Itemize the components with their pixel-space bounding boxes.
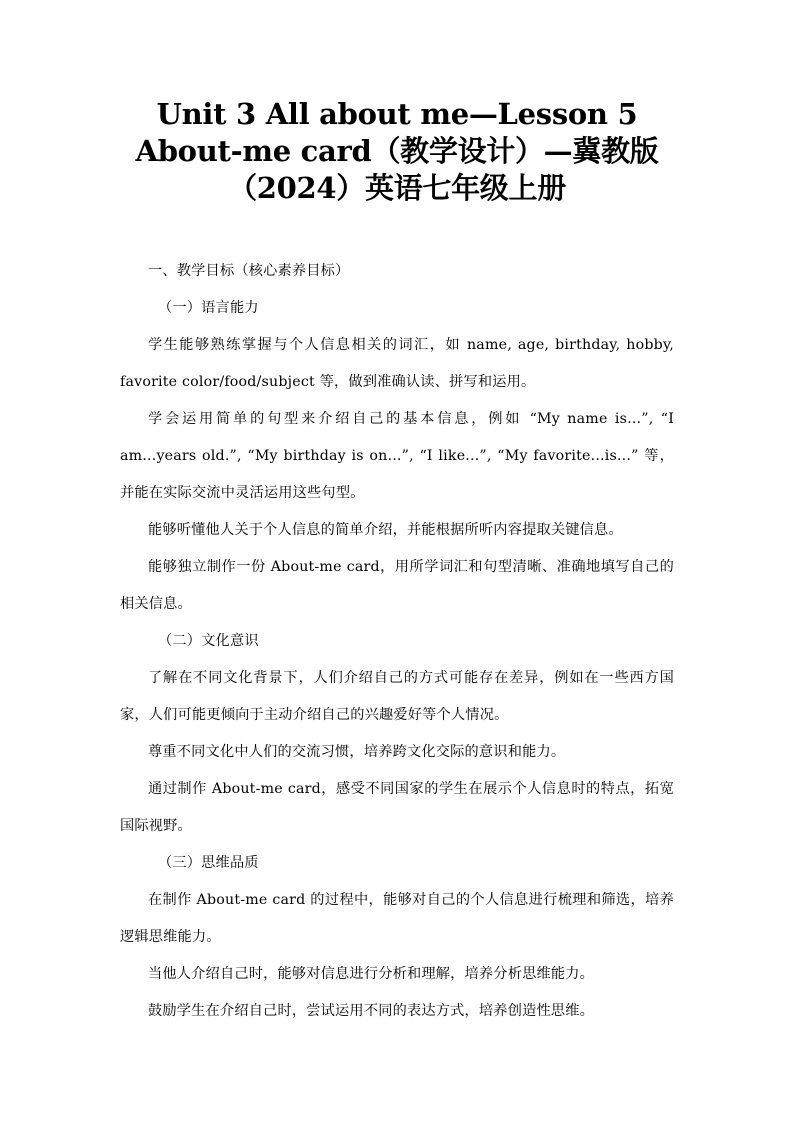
paragraph-creative-thinking: 鼓励学生在介绍自己时，尝试运用不同的表达方式，培养创造性思维。 [148, 1003, 595, 1019]
paragraph-analytical-thinking: 当他人介绍自己时，能够对信息进行分析和理解，培养分析思维能力。 [148, 966, 595, 982]
document-body [120, 253, 674, 1030]
section-heading-teaching-goals: 一、教学目标（核心素养目标） [148, 263, 350, 279]
paragraph-cultural-differences: 了解在不同文化背景下，人们介绍自己的方式可能存在差异，例如在一些西方国家，人们可能更倾向于主动介绍自己的兴趣爱好等个人情况。 [120, 670, 674, 723]
document-title [120, 96, 674, 207]
subsection-heading-cultural-awareness: （二）文化意识 [158, 633, 259, 649]
paragraph-card-making: 能够独立制作一份 About-me card，用所学词汇和句型清晰、准确地填写自己的相关信息。 [120, 559, 674, 612]
title-line-3: （2024）英语七年级上册 [228, 171, 566, 205]
paragraph-vocabulary: 学生能够熟练掌握与个人信息相关的词汇，如 name, age, birthday, hobby, favorite color/food/subject 等，做到准确认读、拼写和运用。 [120, 337, 674, 390]
paragraph-respect-culture: 尊重不同文化中人们的交流习惯，培养跨文化交际的意识和能力。 [148, 744, 566, 760]
title-line-1: Unit 3 All about me—Lesson 5 [156, 97, 638, 131]
paragraph-logical-thinking: 在制作 About-me card 的过程中，能够对自己的个人信息进行梳理和筛选，培养逻辑思维能力。 [120, 892, 674, 945]
subsection-heading-thinking-quality: （三）思维品质 [158, 855, 259, 871]
paragraph-international-view: 通过制作 About-me card，感受不同国家的学生在展示个人信息时的特点，拓宽国际视野。 [120, 781, 674, 834]
paragraph-listening: 能够听懂他人关于个人信息的简单介绍，并能根据所听内容提取关键信息。 [148, 522, 623, 538]
title-line-2: About-me card（教学设计）—冀教版 [135, 134, 659, 168]
subsection-heading-language-ability: （一）语言能力 [158, 300, 259, 316]
paragraph-sentence-patterns: 学会运用简单的句型来介绍自己的基本信息，例如 “My name is...”, “I am...years old.”, “My birthday is on...”, “I like...”, “My favorite...is...” 等，并能在实际交流中灵活运用这些句型。 [120, 411, 674, 501]
